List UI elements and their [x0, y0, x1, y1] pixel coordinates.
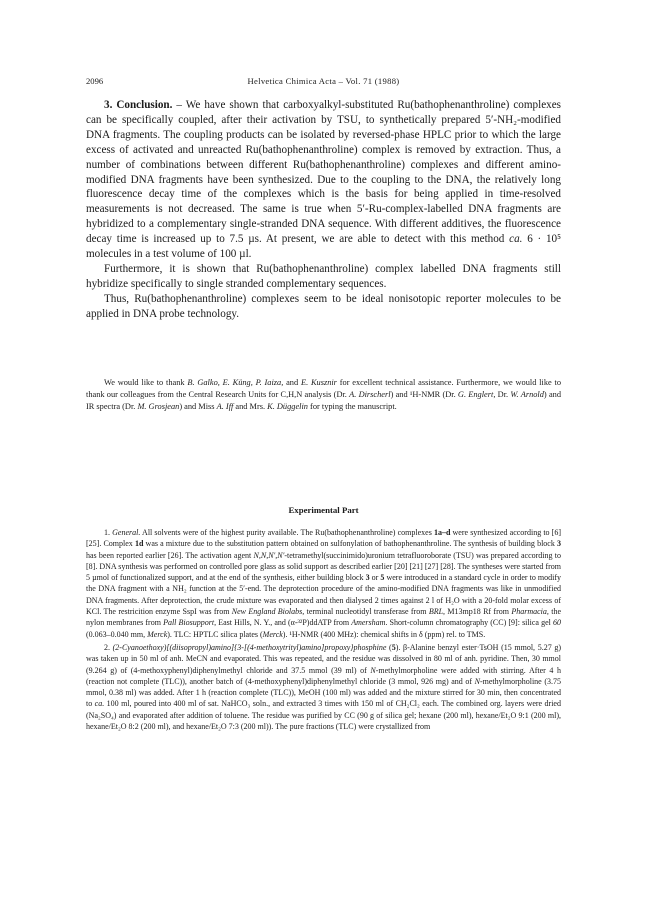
ack-text: , Dr.: [493, 390, 511, 400]
ack-name: A. Iff: [216, 402, 234, 412]
ack-name: E. Kusznir: [300, 378, 337, 387]
journal-title: Helvetica Chimica Acta – Vol. 71 (1988): [247, 76, 400, 86]
supplier-name: New England Biolabs: [231, 607, 303, 617]
exp-italic: 60: [553, 618, 561, 628]
supplier-name: Merck: [147, 629, 168, 639]
section-title: General.: [112, 528, 141, 537]
ack-name: K. Düggelin: [267, 402, 308, 412]
conclusion-ca: ca.: [509, 233, 523, 246]
exp-italic: N: [474, 676, 480, 686]
conclusion-heading: 3. Conclusion.: [104, 99, 173, 111]
exp-text: , the nylon membranes from: [86, 607, 561, 628]
exp-text: was a mixture due to the substitution pattern obtained on sulfonylation of bathophenanthroline. The synthesis of building block: [143, 539, 557, 549]
ack-text: and: [283, 378, 301, 387]
ack-text: ) and IR spectra (Dr.: [86, 390, 561, 412]
experimental-paragraph-synthesis: [86, 642, 561, 732]
conclusion-paragraph-2: Furthermore, it is shown that Ru(bathophenanthroline) complex labelled DNA fragments still hybridize specifically to single stranded complementary sequences.: [86, 262, 561, 290]
exp-text: (0.063–0.040 mm,: [86, 629, 148, 639]
ack-text: and Mrs.: [233, 402, 268, 412]
exp-text: -methylmorpholine were added with stirring. After 4 h (reaction not complete (TLC)), another batch of (4-methoxyphenyl)diphenylmethyl chloride (3 mmol, 926 mg) and of: [86, 665, 561, 686]
exp-text: ). ¹H-NMR (400 MHz): chemical shifts in δ (ppm) rel. to TMS.: [282, 629, 486, 639]
section-number: 2.: [104, 642, 113, 652]
compound-number: 3: [365, 573, 370, 583]
ack-text: for typing the manuscript.: [307, 402, 397, 412]
section-number: 1.: [104, 528, 113, 537]
exp-italic: N: [370, 665, 376, 675]
compound-number: 5: [380, 573, 385, 583]
ack-name: G. Englert: [457, 390, 494, 400]
exp-italic: N,N,N′,N′: [253, 550, 285, 560]
supplier-name: Pharmacia: [511, 607, 547, 617]
exp-text: were synthesized according to [6] [25]. Complex: [86, 528, 562, 549]
compound-number: 3: [557, 539, 561, 549]
exp-text: , M13mp18 Rf from: [443, 607, 512, 617]
conclusion-text: – We have shown that carboxyalkyl-substituted Ru(bathophenanthroline) complexes can be specifically coupled, after their activation by TSU, to synthetically prepared 5′-NH₂-modified DNA fragments. The coupling products can be isolated by reversed-phase HPLC prior to which the large excess of activated and unreacted Ru(bathophenanthroline) complex is removed by extraction. Thus, a number of combinations between different Ru(bathophenanthroline) complexes and different amino-modified DNA fragments have been synthesized. Due to the coupling to the DNA, the relatively long fluorescence decay time of the complexes which is the basis for being applied in time-resolved measurements is not decreased. The same is true when 5′-Ru-complex-labelled DNA fragments are hybridized to a complementary single-stranded DNA sequence. With different additives, the fluorescence decay time is increased up to 7.5 µs. At present, we are able to detect with this method: [86, 99, 562, 246]
ack-name: A. Dirscherl: [349, 390, 391, 400]
experimental-heading: Experimental Part: [288, 505, 359, 515]
exp-text: ). TLC: HPTLC silica plates (: [167, 629, 263, 639]
compound-number: 1a–d: [433, 528, 451, 537]
ack-text: for excellent technical assistance. Furthermore, we would like to thank our colleagues from the Central Research Units for C,H,N analysis (Dr.: [86, 378, 561, 400]
compound-number: 5: [391, 642, 396, 652]
supplier-name: Amersham: [351, 618, 386, 628]
running-header: [86, 76, 561, 88]
supplier-name: Pall Biosupport: [163, 618, 215, 628]
exp-text: (: [386, 642, 392, 652]
compound-number: 1d: [134, 539, 144, 549]
ack-text: ) and Miss: [179, 402, 217, 412]
exp-text: ). β-Alanine benzyl ester·TsOH (15 mmol, 5.27 g) was taken up in 50 ml of anh. MeCN and evaporated. This was repeated, and the residue was dissolved in 80 ml of anh. pyridine. Then, 30 mmol (9.264 g) of (4-methoxyphenyl)diphenylmethyl chloride and 37.5 mmol (39 ml) of: [86, 642, 561, 675]
conclusion-section: [86, 98, 561, 322]
exp-text: , terminal nucleotidyl transferase from: [302, 607, 429, 617]
acknowledgement-paragraph: [86, 377, 561, 413]
exp-text: 100 ml, poured into 400 ml of sat. NaHCO₃ soln., and extracted 3 times with 150 ml of CH₂Cl₂ each. The combined org. layers were dried (Na₂SO₄) and evaporated after addition of toluene. The residue was purified by CC (90 g of silica gel; hexane (200 ml), hexane/Et₂O 9:1 (200 ml), hexane/Et₂O 8:2 (200 ml), and hexane/Et₂O 7:3 (200 ml)). The pure fractions (TLC) were crystallized from: [86, 699, 561, 732]
supplier-name: BRL: [428, 607, 444, 617]
acknowledgement-section: [86, 377, 561, 413]
ack-text: We would like to thank: [104, 378, 188, 387]
exp-text: . Short-column chromatography (CC) [9]: silica gel: [385, 618, 553, 628]
exp-text: All solvents were of the highest purity available. The Ru(bathophenanthroline) complexes: [140, 528, 434, 537]
ack-name: M. Grosjean: [137, 402, 180, 412]
conclusion-text-end: 6 · 10⁵ molecules in a test volume of 100 µl.: [86, 233, 561, 261]
conclusion-paragraph-1: [86, 98, 561, 262]
conclusion-paragraph-3: Thus, Ru(bathophenanthroline) complexes seem to be ideal nonisotopic reporter molecules to be applied in DNA probe technology.: [86, 292, 561, 320]
exp-text: or: [369, 573, 381, 583]
exp-text: were introduced in a standard cycle in order to modify the DNA fragment with a NH₂ function at the 5′-end. The deprotection procedure of the amino-modified DNA fragments was like in unmodified DNA fragments. After deprotection, the crude mixture was evaporated and then dialysed 2 times against 2 l of H₂O with a 20-fold molar excess of KCl. The restricition enzyme SspI was from: [86, 573, 562, 617]
experimental-section: [86, 527, 561, 732]
supplier-name: Merck: [262, 629, 283, 639]
exp-text: , East Hills, N. Y., and (α-³²P)ddATP from: [214, 618, 352, 628]
section-title: (2-Cyanoethoxy)[(diisopropyl)amino]{3-[(4-methoxytrityl)amino]propoxy}phosphine: [112, 642, 387, 652]
ack-name: W. Arnold: [510, 390, 544, 400]
exp-italic: ca.: [94, 699, 105, 709]
ack-name: B. Galko, E. Küng, P. Iaiza,: [187, 378, 284, 387]
exp-text: -tetramethyl(succinimido)uronium tetrafluoroborate (TSU) was prepared according to [8]. DNA synthesis was performed on controlled pore glass as solid support as described earlier [20] [21] [27] [28]. The syntheses were started from 5 µmol of functionalized support, and at the end of the synthesis, either building block: [86, 550, 561, 583]
page-number: 2096: [86, 76, 104, 86]
exp-text: has been reported earlier [26]. The activation agent: [86, 550, 254, 560]
experimental-paragraph-general: [86, 527, 561, 640]
ack-text: ) and ¹H-NMR (Dr.: [390, 390, 458, 400]
exp-text: -methylmorpholine (3.75 mmol, 0.38 ml) was added. After 1 h (reaction complete (TLC)), MeOH (100 ml) was added and the mixture stirred for 30 min, then concentrated to: [86, 676, 561, 709]
